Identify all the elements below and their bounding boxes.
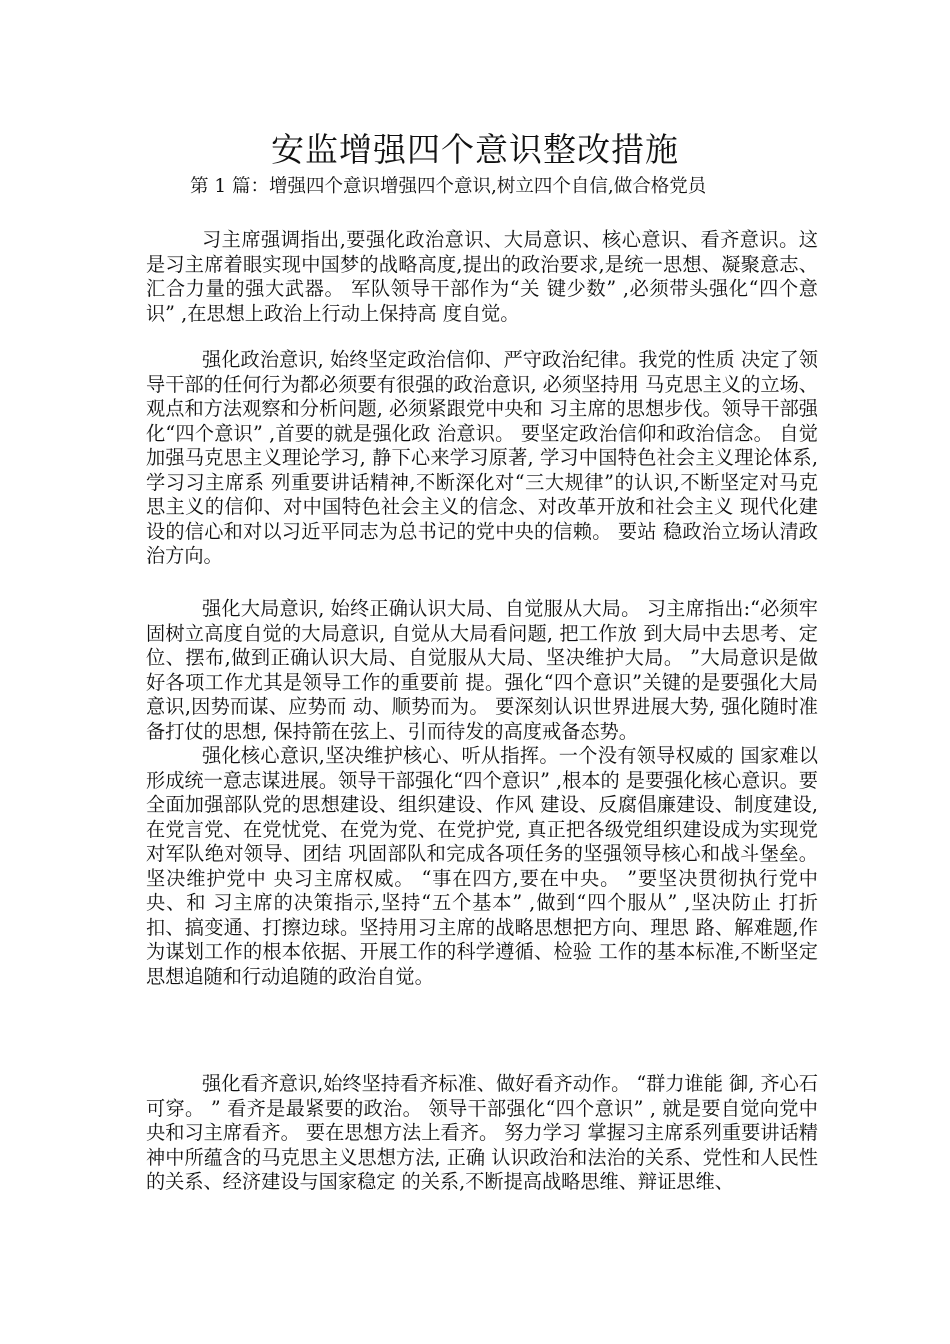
body-paragraph: 强化大局意识, 始终正确认识大局、自觉服从大局。 习主席指出:“必须牢固树立高度自觉的大局意识, 自觉从大局看问题, 把工作放 到大局中去思考、定位、摆布,做到正确认识大局、自觉服从大局、坚决维护大局。 ”大局意识是做好各项工作尤其是领导工作的重要前 提。强化“四个意识”关键的是要强化大局意识,因势而谋、应势而 动、顺势而为。 要深刻认识世界进展大势, 强化随时准备打仗的思想, 保持箭在弦上、引而待发的高度戒备态势。 [146,597,818,743]
body-paragraph: 强化看齐意识,始终坚持看齐标准、做好看齐动作。 “群力谁能 御, 齐心石可穿。 ” 看齐是最紧要的政治。 领导干部强化“四个意识” , 就是要自觉向党中央和习主席看齐。 要在思想方法上看齐。 努力学习 掌握习主席系列重要讲话精神中所蕴含的马克思主义思想方法, 正确 认识政治和法治的关系、党性和人民性的关系、经济建设与国家稳定 的关系,不断提高战略思维、辩证思维、 [146,1072,818,1193]
body-paragraph: 强化政治意识, 始终坚定政治信仰、严守政治纪律。我党的性质 决定了领导干部的任何行为都必须要有很强的政治意识, 必须坚持用 马克思主义的立场、观点和方法观察和分析问题, 必须紧跟党中央和 习主席的思想步伐。领导干部强化“四个意识” ,首要的就是强化政 治意识。 要坚定政治信仰和政治信念。 自觉加强马克思主义理论学习, 静下心来学习原著, 学习中国特色社会主义理论体系, 学习习主席系 列重要讲话精神,不断深化对“三大规律”的认识,不断坚定对马克 思主义的信仰、对中国特色社会主义的信念、对改革开放和社会主义 现代化建设的信心和对以习近平同志为总书记的党中央的信赖。 要站 稳政治立场认清政治方向。 [146,348,818,567]
body-paragraph: 强化核心意识,坚决维护核心、听从指挥。一个没有领导权威的 国家难以形成统一意志谋进展。领导干部强化“四个意识” ,根本的 是要强化核心意识。要全面加强部队党的思想建设、组织建设、作风 建设、反腐倡廉建设、制度建设,在党言党、在党忧党、在党为党、在党护党, 真正把各级党组织建设成为实现党对军队绝对领导、团结 巩固部队和完成各项任务的坚强领导核心和战斗堡垒。 坚决维护党中 央习主席权威。 “事在四方,要在中央。 ”要坚决贯彻执行党中央、和 习主席的决策指示,坚持“五个基本” ,做到“四个服从” ,坚决防止 打折扣、搞变通、打擦边球。坚持用习主席的战略思想把方向、理思 路、解难题,作为谋划工作的根本依据、开展工作的科学遵循、检验 工作的基本标准,不断坚定思想追随和行动追随的政治自觉。 [146,744,818,988]
document-subtitle: 第 1 篇：增强四个意识增强四个意识,树立四个自信,做合格党员 [190,176,707,197]
body-paragraph: 习主席强调指出,要强化政治意识、大局意识、核心意识、看齐意识。这是习主席着眼实现中国梦的战略高度,提出的政治要求,是统一思想、凝聚意志、汇合力量的强大武器。 军队领导干部作为“关 键少数” ,必须带头强化“四个意识” ,在思想上政治上行动上保持高 度自觉。 [146,228,818,325]
document-title: 安监增强四个意识整改措施 [271,130,679,169]
